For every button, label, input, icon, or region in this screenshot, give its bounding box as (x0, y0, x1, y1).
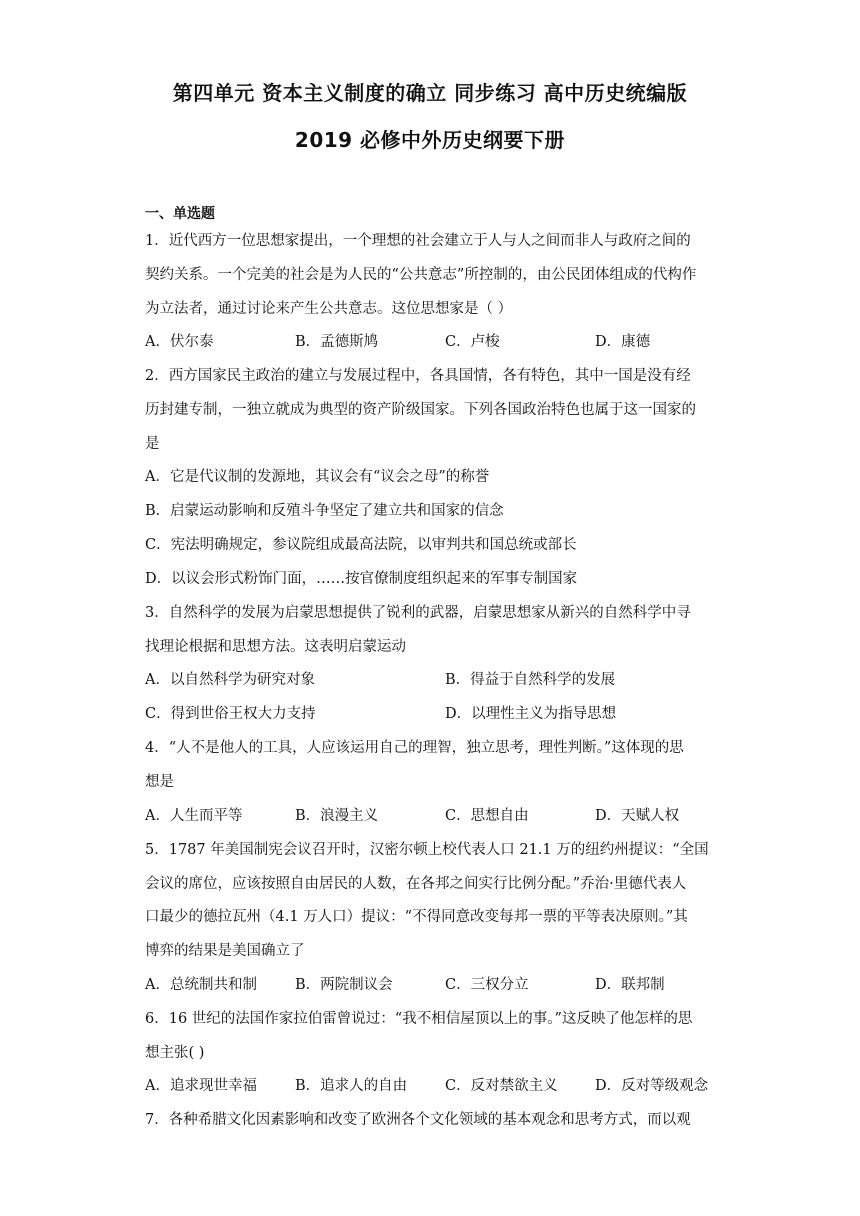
option-b: B．孟德斯鸠 (295, 334, 379, 350)
option-b: B．追求人的自由 (295, 1078, 408, 1094)
question-text-line: 7．各种希腊文化因素影响和改变了欧洲各个文化领域的基本观念和思考方式，而以观 (145, 1112, 691, 1128)
question-text-line: 口最少的德拉瓦州（4.1 万人口）提议：“不得同意改变每邦一票的平等表决原则。”其 (145, 909, 688, 925)
option-d: D．联邦制 (595, 977, 665, 993)
question-text-line: 为立法者，通过讨论来产生公共意志。这位思想家是（ ） (145, 301, 513, 317)
question-text-line: 6．16 世纪的法国作家拉伯雷曾说过：“我不相信屋顶以上的事。”这反映了他怎样的思 (145, 1011, 693, 1027)
question-text-line: 契约关系。一个完美的社会是为人民的“公共意志”所控制的，由公民团体组成的代构作 (145, 267, 697, 283)
question-text-line: 4．“人不是他人的工具，人应该运用自己的理智，独立思考，理性判断。”这体现的思 (145, 740, 684, 756)
option-a: A．人生而平等 (145, 808, 243, 824)
document-title-line-2: 2019 必修中外历史纲要下册 (294, 128, 566, 152)
question-text-line: 是 (145, 436, 160, 452)
option-c: C．卢梭 (445, 334, 500, 350)
option-d: D．以理性主义为指导思想 (445, 706, 617, 722)
question-text-line: 找理论根据和思想方法。这表明启蒙运动 (145, 639, 406, 655)
question-text-line: 想主张( ) (145, 1045, 205, 1061)
option-a: A．追求现世幸福 (145, 1078, 257, 1094)
option-a: A．伏尔泰 (145, 334, 214, 350)
question-text-line: 2．西方国家民主政治的建立与发展过程中，各具国情，各有特色，其中一国是没有经 (145, 368, 691, 384)
question-text-line: 1．近代西方一位思想家提出，一个理想的社会建立于人与人之间而非人与政府之间的 (145, 233, 691, 249)
option-c: C．宪法明确规定，参议院组成最高法院，以审判共和国总统或部长 (145, 537, 577, 553)
option-a: A．总统制共和制 (145, 977, 257, 993)
option-c: C．得到世俗王权大力支持 (145, 706, 316, 722)
option-b: B．得益于自然科学的发展 (445, 672, 616, 688)
question-text-line: 会议的席位，应该按照自由居民的人数，在各邦之间实行比例分配。”乔治·里德代表人 (145, 876, 687, 892)
option-b: B．两院制议会 (295, 977, 393, 993)
option-c: C．三权分立 (445, 977, 529, 993)
option-d: D．以议会形式粉饰门面，……按官僚制度组织起来的军事专制国家 (145, 571, 578, 587)
option-d: D．康德 (595, 334, 651, 350)
option-a: A．它是代议制的发源地，其议会有“议会之母”的称誉 (145, 469, 490, 485)
option-a: A．以自然科学为研究对象 (145, 672, 315, 688)
section-heading: 一、单选题 (145, 206, 215, 222)
option-c: C．思想自由 (445, 808, 529, 824)
question-text-line: 5．1787 年美国制宪会议召开时，汉密尔顿上校代表人口 21.1 万的纽约州提议：“全国 (145, 842, 709, 858)
question-text-line: 博弈的结果是美国确立了 (145, 943, 305, 959)
option-b: B．启蒙运动影响和反殖斗争坚定了建立共和国家的信念 (145, 503, 504, 519)
option-c: C．反对禁欲主义 (445, 1078, 558, 1094)
question-text-line: 想是 (145, 774, 174, 790)
question-text-line: 3．自然科学的发展为启蒙思想提供了锐利的武器，启蒙思想家从新兴的自然科学中寻 (145, 605, 691, 621)
option-d: D．反对等级观念 (595, 1078, 709, 1094)
option-b: B．浪漫主义 (295, 808, 379, 824)
question-text-line: 历封建专制，一独立就成为典型的资产阶级国家。下列各国政治特色也属于这一国家的 (145, 402, 696, 418)
document-title-line-1: 第四单元 资本主义制度的确立 同步练习 高中历史统编版 (172, 81, 688, 105)
option-d: D．天赋人权 (595, 808, 680, 824)
